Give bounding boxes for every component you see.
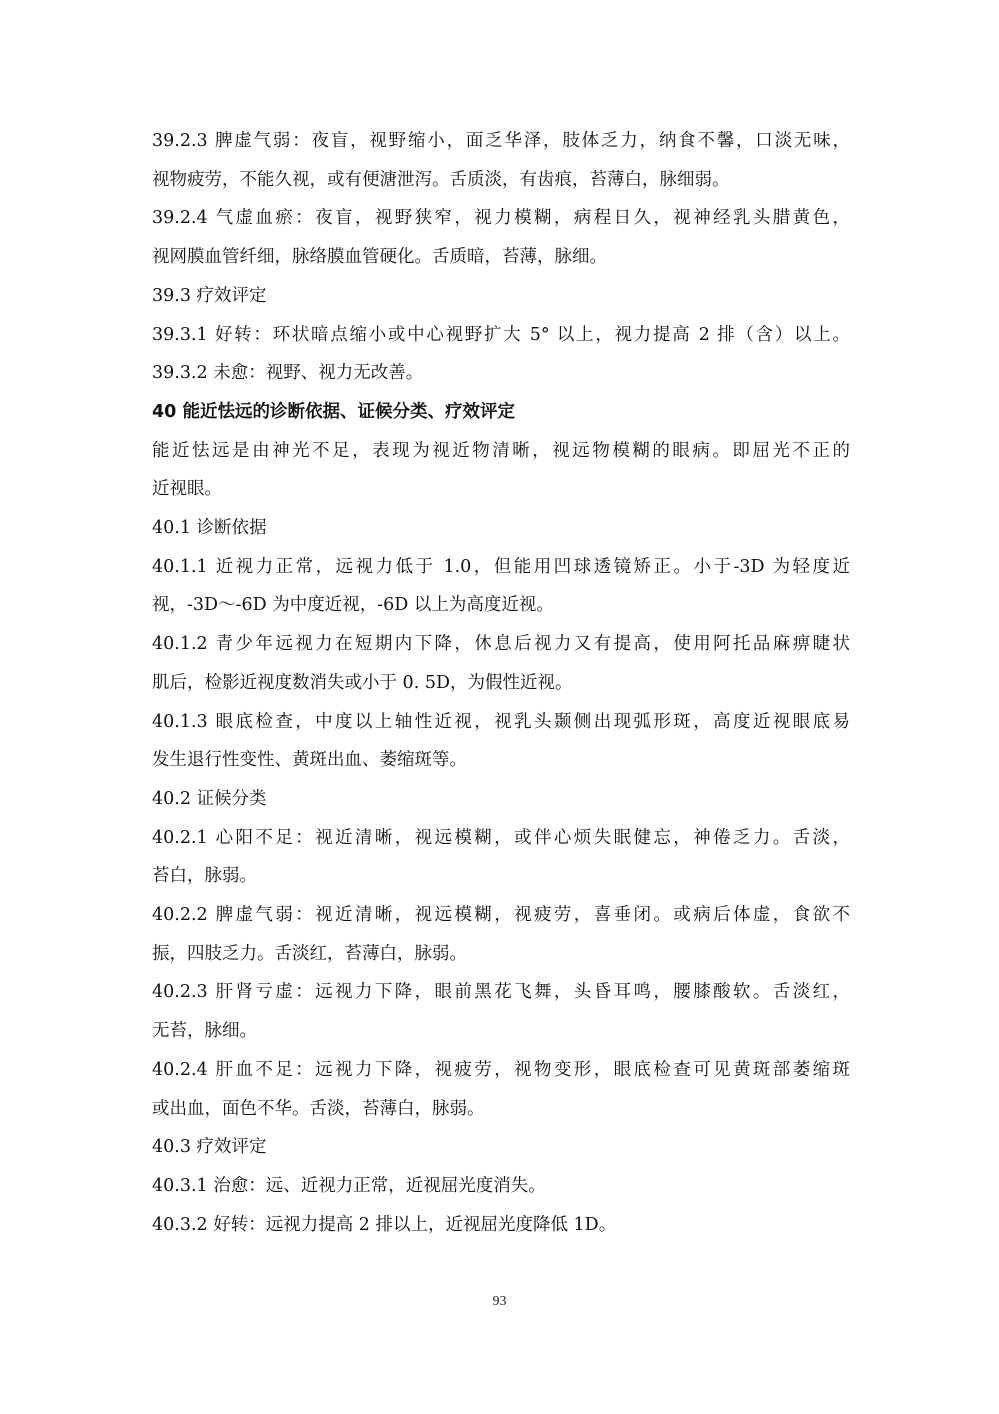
text-line: 视，-3D～-6D 为中度近视，-6D 以上为高度近视。 (152, 595, 554, 616)
text-line: 无苔，脉细。 (152, 1021, 257, 1042)
text-line: 40.2.1 心阳不足：视近清晰，视远模糊，或伴心烦失眠健忘，神倦乏力。舌淡， (152, 827, 850, 848)
text-line: 40.1.3 眼底检查，中度以上轴性近视，视乳头颞侧出现弧形斑，高度近视眼底易 (152, 711, 850, 732)
text-line: 苔白，脉弱。 (152, 866, 257, 887)
text-line: 近视眼。 (152, 479, 222, 500)
text-line: 肌后，检影近视度数消失或小于 0. 5D，为假性近视。 (152, 672, 573, 693)
text-line: 40.1.1 近视力正常，远视力低于 1.0，但能用凹球透镜矫正。小于-3D 为轻度近 (152, 556, 850, 577)
text-line: 振，四肢乏力。舌淡红，苔薄白，脉弱。 (152, 943, 467, 964)
page-number: 93 (492, 1294, 507, 1309)
text-line: 40.3.2 好转：远视力提高 2 排以上，近视屈光度降低 1D。 (152, 1214, 617, 1235)
text-line: 40.2 证候分类 (152, 788, 267, 809)
text-line: 视物疲劳，不能久视，或有便溏泄泻。舌质淡，有齿痕，苔薄白，脉细弱。 (152, 169, 730, 190)
text-line: 40.1.2 青少年远视力在短期内下降，休息后视力又有提高，使用阿托品麻痹睫状 (152, 634, 850, 655)
text-line: 视网膜血管纤细，脉络膜血管硬化。舌质暗，苔薄，脉细。 (152, 247, 607, 268)
text-line: 39.3.1 好转：环状暗点缩小或中心视野扩大 5° 以上，视力提高 2 排（含）以上。 (152, 324, 850, 345)
text-line: 39.3.2 未愈：视野、视力无改善。 (152, 363, 424, 384)
text-line: 或出血，面色不华。舌淡，苔薄白，脉弱。 (152, 1098, 485, 1119)
text-line: 40.1 诊断依据 (152, 518, 267, 539)
text-line: 39.2.4 气虚血瘀：夜盲，视野狭窄，视力模糊，病程日久，视神经乳头腊黄色， (152, 208, 850, 229)
document-body (152, 122, 850, 1244)
text-line: 能近怯远是由神光不足，表现为视近物清晰，视远物模糊的眼病。即屈光不正的 (152, 440, 850, 461)
text-line: 40.2.3 肝肾亏虚：远视力下降，眼前黑花飞舞，头昏耳鸣，腰膝酸软。舌淡红， (152, 982, 850, 1003)
text-line: 40.3 疗效评定 (152, 1137, 267, 1158)
text-line: 39.2.3 脾虚气弱：夜盲，视野缩小，面乏华泽，肢体乏力，纳食不馨，口淡无味， (152, 131, 850, 151)
text-line: 40.2.2 脾虚气弱：视近清晰，视远模糊，视疲劳，喜垂闭。或病后体虚，食欲不 (152, 905, 850, 926)
section-heading: 40 能近怯远的诊断依据、证候分类、疗效评定 (152, 401, 515, 422)
text-line: 40.2.4 肝血不足：远视力下降，视疲劳，视物变形，眼底检查可见黄斑部萎缩斑 (152, 1059, 850, 1080)
text-line: 40.3.1 治愈：远、近视力正常，近视屈光度消失。 (152, 1175, 546, 1196)
text-line: 发生退行性变性、黄斑出血、萎缩斑等。 (152, 750, 467, 771)
text-line: 39.3 疗效评定 (152, 285, 267, 306)
